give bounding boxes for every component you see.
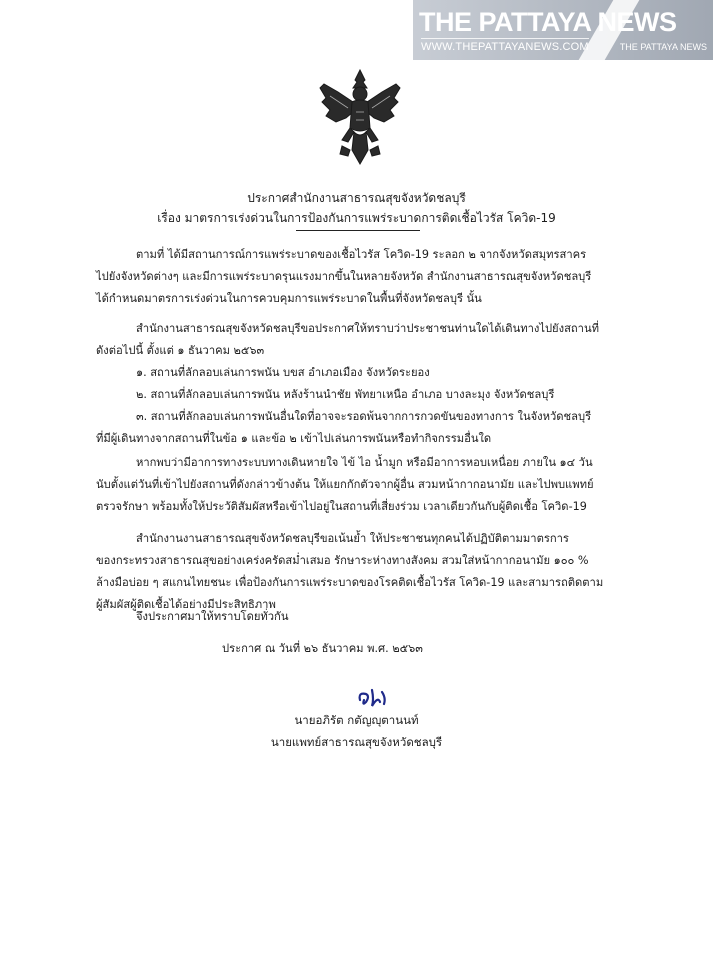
text-line: ได้กำหนดมาตรการเร่งด่วนในการควบคุมการแพร่ระบาดในพื้นที่จังหวัดชลบุรี นั้น [96,292,482,305]
signatory-name: นายอภิรัต กตัญญุตานนท์ [294,713,419,727]
closing-line [96,606,632,628]
text-line: ผู้สัมผัสผู้ติดเชื้อได้อย่างมีประสิทธิภาพ [96,598,276,611]
paragraph-4 [96,528,632,616]
paragraph-3 [96,452,632,518]
text-line: ตรวจรักษา พร้อมทั้งให้ประวัติสัมผัสหรือเข้าไปอยู่ในสถานที่เสี่ยงร่วม เวลาเดียวกันกับผู้ติดเชื้อ โควิด-19 [96,500,587,513]
text-line: ของกระทรวงสาธารณสุขอย่างเคร่งครัดสม่ำเสมอ รักษาระห่างทางสังคม สวมใส่หน้ากากอนามัย ๑๐๐ % [96,554,589,567]
paragraph-2 [96,318,632,450]
watermark-logo [413,0,713,60]
list-item-2: ๒. สถานที่ลักลอบเล่นการพนัน หลังร้านนำชัย พัทยาเหนือ อำเภอ บางละมุง จังหวัดชลบุรี [136,388,555,401]
text-line: สำนักงานสาธารณสุขจังหวัดชลบุรีขอประกาศให้ทราบว่าประชาชนท่านใดได้เดินทางไปยังสถานที่ [136,322,599,335]
announcement-date: ประกาศ ณ วันที่ ๒๖ ธันวาคม พ.ศ. ๒๕๖๓ [222,642,423,655]
garuda-emblem-icon [318,68,402,168]
text-line: นับตั้งแต่วันที่เข้าไปยังสถานที่ดังกล่าวข้างต้น ให้แยกกักตัวจากผู้อื่น สวมหน้ากากอนามัย และไปพบแพทย์ [96,478,594,491]
text-line: สำนักงานงานสาธารณสุขจังหวัดชลบุรีขอเน้นย้ำ ให้ประชาชนทุกคนได้ปฏิบัติตามมาตรการ [136,532,569,545]
text-line: ดังต่อไปนี้ ตั้งแต่ ๑ ธันวาคม ๒๕๖๓ [96,344,265,357]
announcement-subject: เรื่อง มาตรการเร่งด่วนในการป้องกันการแพร่ระบาดการติดเชื้อไวรัส โควิด-19 [157,211,556,225]
list-item-3-cont: ที่มีผู้เดินทางจากสถานที่ในข้อ ๑ และข้อ ๒ เข้าไปเล่นการพนันหรือทำกิจกรรมอื่นใด [96,432,492,445]
text-line: ไปยังจังหวัดต่างๆ และมีการแพร่ระบาดรุนแรงมากขึ้นในหลายจังหวัด สำนักงานสาธารณสุขจังหวัดชลบุรี [96,270,592,283]
text-line: ตามที่ ได้มีสถานการณ์การแพร่ระบาดของเชื้อไวรัส โควิด-19 ระลอก ๒ จากจังหวัดสมุทรสาคร [136,248,587,261]
paragraph-1 [96,244,632,310]
subject-underline [296,230,420,231]
watermark-url: WWW.THEPATTAYANEWS.COM [421,38,589,53]
announcement-title: ประกาศสำนักงานสาธารณสุขจังหวัดชลบุรี [247,191,466,205]
announcement-header [0,188,713,228]
signatory-position: นายแพทย์สาธารณสุขจังหวัดชลบุรี [270,735,443,749]
list-item-1: ๑. สถานที่ลักลอบเล่นการพนัน บขส อำเภอเมือง จังหวัดระยอง [136,366,430,379]
list-item-3: ๓. สถานที่ลักลอบเล่นการพนันอื่นใดที่อาจจะรอดพ้นจากการกวดขันของทางการ ในจังหวัดชลบุรี [136,410,592,423]
watermark-title: THE PATTAYA NEWS [419,7,677,37]
text-line: ล้างมือบ่อย ๆ สแกนไทยชนะ เพื่อป้องกันการแพร่ระบาดของโรคติดเชื้อไวรัส โควิด-19 และสามารถติดตาม [96,576,604,589]
text-line: หากพบว่ามีอาการทางระบบทางเดินหายใจ ไข้ ไอ น้ำมูก หรือมีอาการหอบเหนื่อย ภายใน ๑๔ วัน [136,456,593,469]
date-line [222,638,622,660]
watermark-site: THE PATTAYA NEWS [619,42,707,52]
closing-text: จึงประกาศมาให้ทราบโดยทั่วกัน [136,610,289,623]
signature-mark [356,686,396,708]
